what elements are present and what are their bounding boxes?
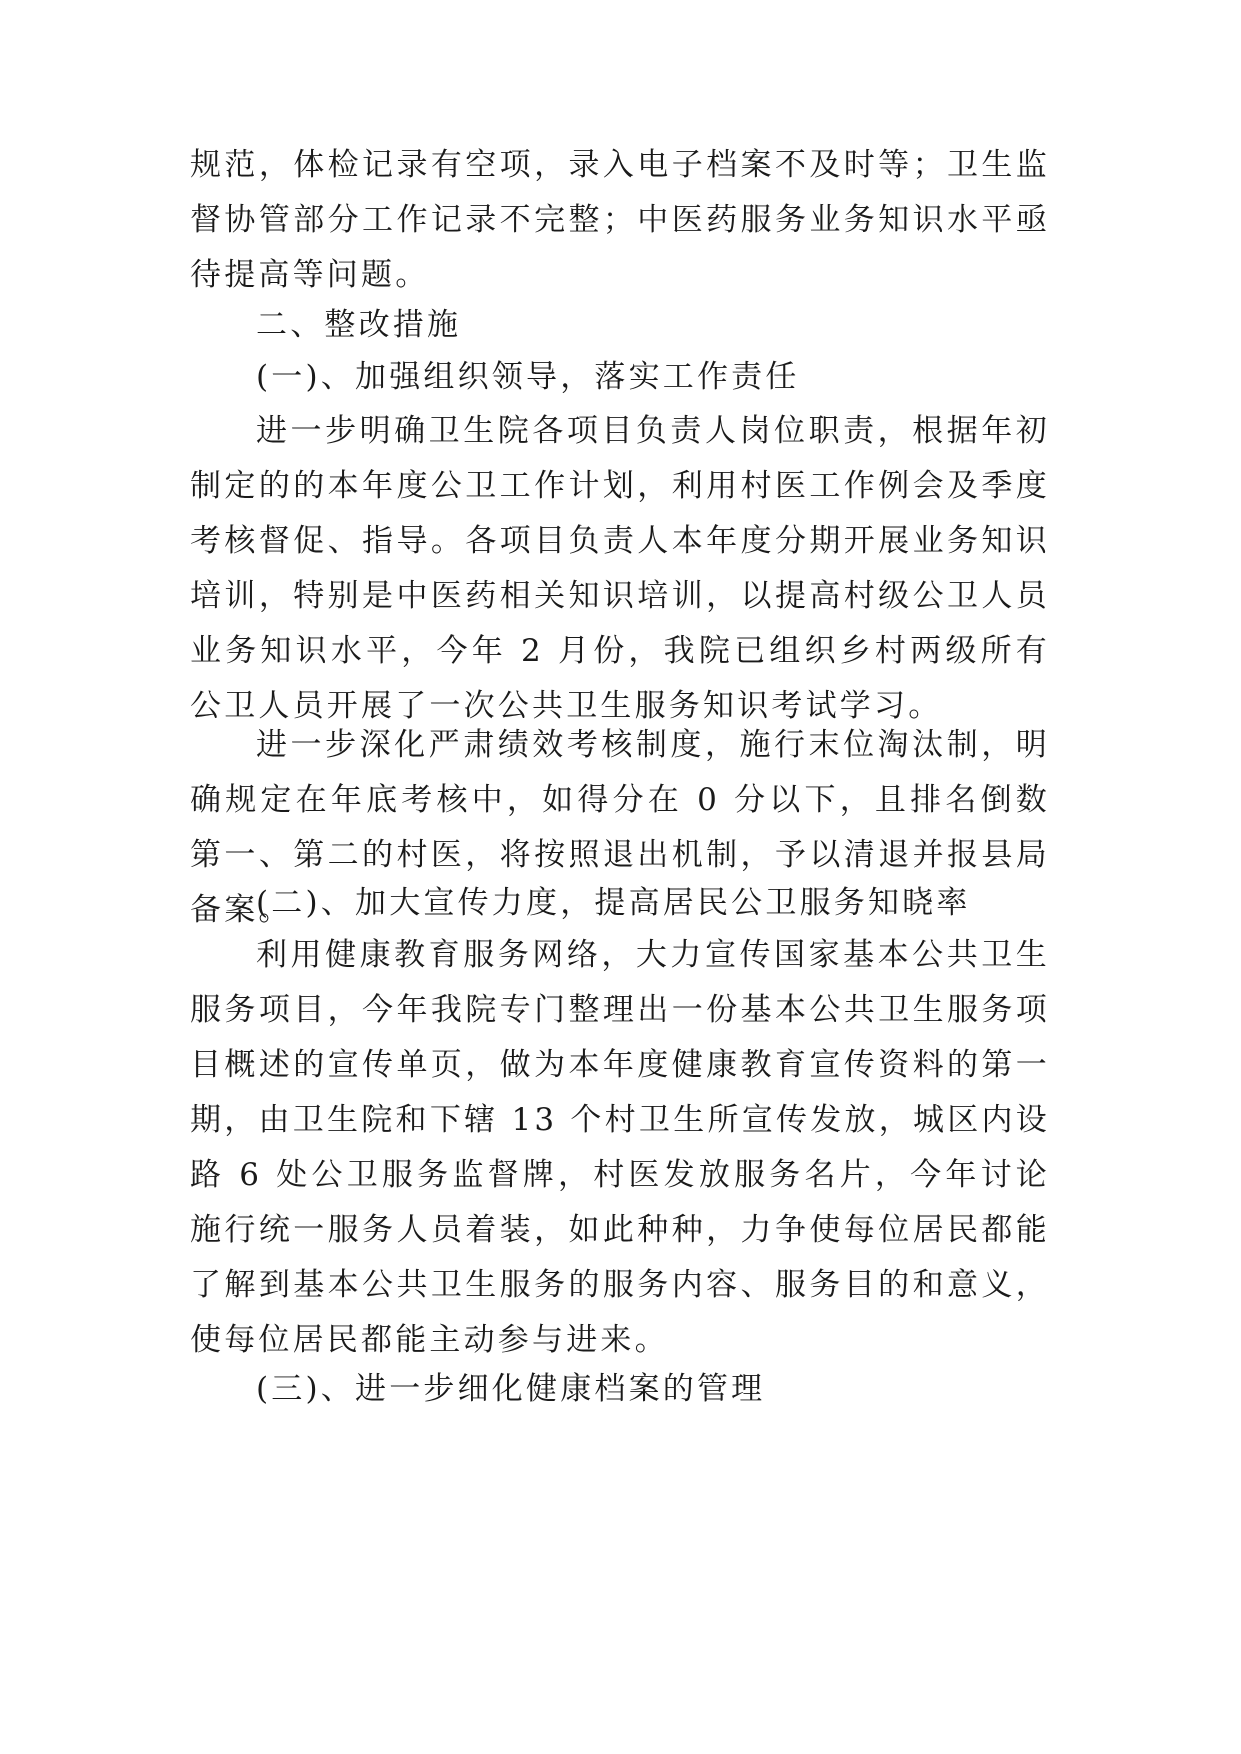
paragraph-responsibility: 进一步明确卫生院各项目负责人岗位职责，根据年初制定的的本年度公卫工作计划，利用村医工作例会及季度考核督促、指导。各项目负责人本年度分期开展业务知识培训，特别是中医药相关知识培训，以提高村级公卫人员业务知识水平，今年 2 月份，我院已组织乡村两级所有公卫人员开展了一次公共卫生服务知识考试学习。	[190, 413, 1050, 724]
section-two-heading: 二、整改措施	[256, 307, 462, 343]
paragraph-assessment: 进一步深化严肃绩效考核制度，施行末位淘汰制，明确规定在年底考核中，如得分在 0 分以下，且排名倒数第一、第二的村医，将按照退出机制，予以清退并报县局备案。	[190, 727, 1050, 928]
subsection-one-heading: (一)、加强组织领导，落实工作责任	[256, 359, 800, 395]
subsection-three-heading: (三)、进一步细化健康档案的管理	[256, 1371, 766, 1407]
paragraph-publicity: 利用健康教育服务网络，大力宣传国家基本公共卫生服务项目，今年我院专门整理出一份基本公共卫生服务项目概述的宣传单页，做为本年度健康教育宣传资料的第一期，由卫生院和下辖 13 个村卫生所宣传发放，城区内设 路 6 处公卫服务监督牌，村医发放服务名片，今年讨论施行统一服务人员着装，如此种种，力争使每位居民都能了解到基本公共卫生服务的服务内容、服务目的和意义，使每位居民都能主动参与进来。	[190, 937, 1064, 1358]
subsection-two-heading: (二)、加大宣传力度，提高居民公卫服务知晓率	[256, 885, 971, 921]
continuation-paragraph: 规范，体检记录有空项，录入电子档案不及时等；卫生监督协管部分工作记录不完整；中医药服务业务知识水平亟待提高等问题。	[190, 147, 1050, 293]
